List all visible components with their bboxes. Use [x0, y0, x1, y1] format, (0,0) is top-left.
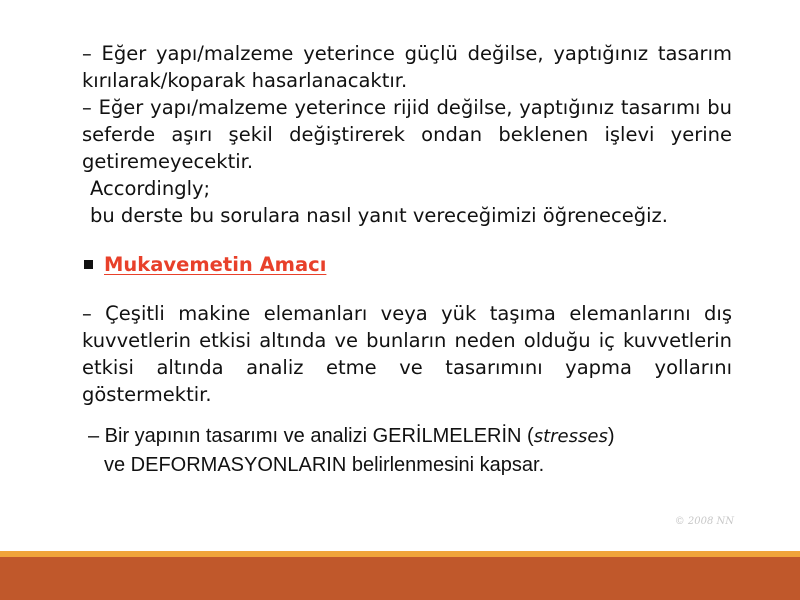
accordingly-line: Accordingly;	[90, 177, 211, 200]
section-heading	[82, 251, 732, 278]
paragraph-rigidity: – Eğer yapı/malzeme yeterince rijid değilse, yaptığınız tasarımı bu seferde aşırı şekil değiştirerek ondan beklenen işlevi yerine getiremeyecektir.	[82, 96, 732, 173]
spacer	[82, 229, 732, 251]
copyright-text: © 2008 NN	[674, 516, 734, 527]
course-goal-line: bu derste bu sorulara nasıl yanıt vereceğimizi öğreneceğiz.	[90, 204, 668, 227]
paragraph-scope	[82, 422, 732, 479]
scope-line-2: ve DEFORMASYONLARIN belirlenmesini kapsar.	[104, 454, 545, 476]
paragraph-strength: – Eğer yapı/malzeme yeterince güçlü değilse, yaptığınız tasarım kırılarak/koparak hasarlanacaktır.	[82, 42, 732, 92]
slide-content	[82, 40, 732, 479]
paragraph-purpose: – Çeşitli makine elemanları veya yük taşıma elemanlarını dış kuvvetlerin etkisi altında ve bunların neden olduğu iç kuvvetlerin etkisi altında analiz etme ve tasarımını yapma yollarını göstermektir.	[82, 302, 732, 406]
square-bullet-icon	[84, 260, 93, 269]
scope-italic-term: stresses	[533, 426, 608, 447]
scope-prefix: – Bir yapının tasarımı ve analizi GERİLMELERİN (	[88, 425, 534, 447]
spacer	[82, 278, 732, 300]
scope-suffix: )	[607, 425, 615, 447]
spacer	[82, 408, 732, 422]
heading-text: Mukavemetin Amacı	[104, 253, 327, 276]
footer-bar	[0, 557, 800, 600]
scope-line-1	[88, 422, 732, 451]
